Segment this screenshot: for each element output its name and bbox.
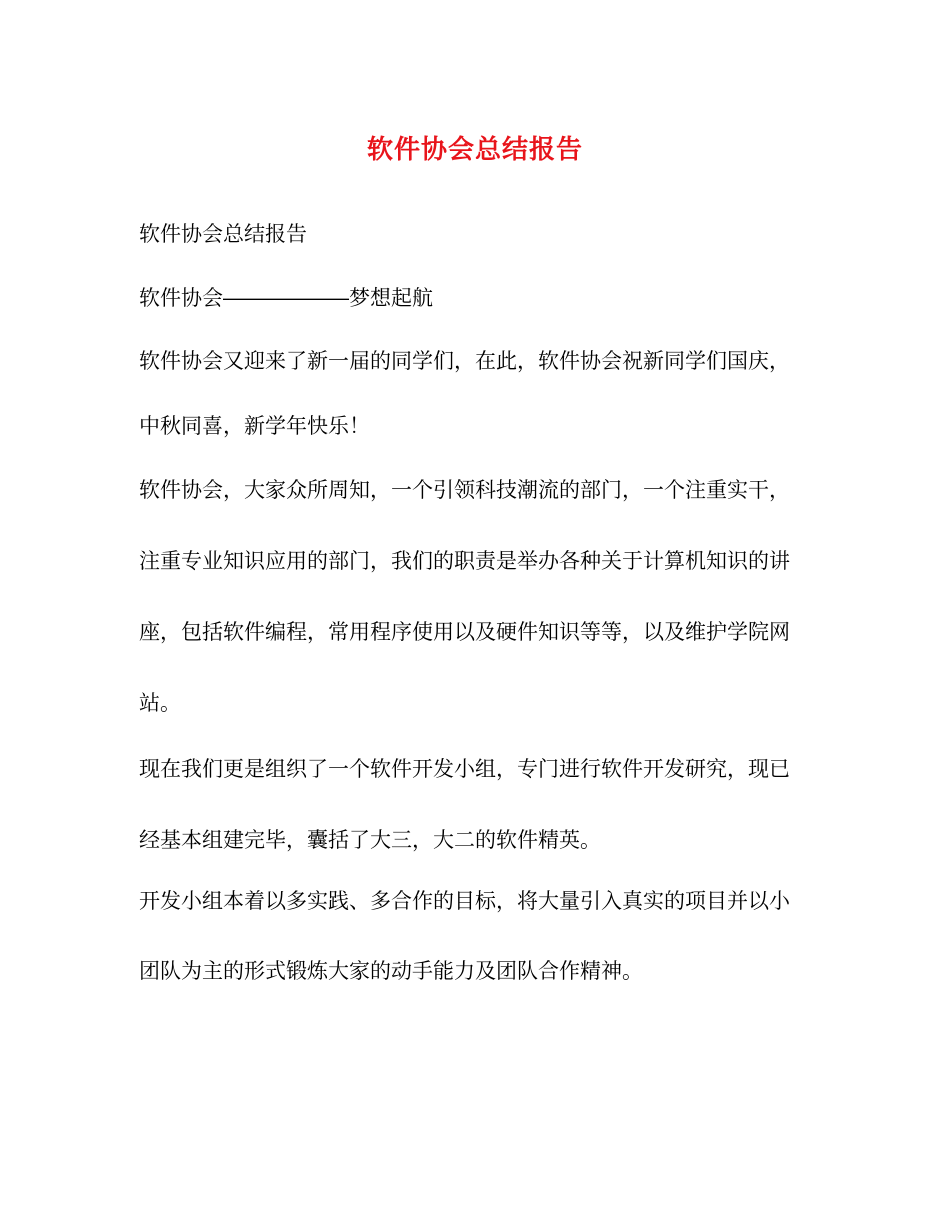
body-line-heading: 软件协会总结报告 (139, 222, 307, 246)
body-line: 注重专业知识应用的部门，我们的职责是举办各种关于计算机知识的讲 (139, 549, 790, 573)
document-title: 软件协会总结报告 (366, 135, 583, 165)
body-line: 座，包括软件编程，常用程序使用以及硬件知识等等，以及维护学院网 (139, 620, 790, 644)
body-line: 开发小组本着以多实践、多合作的目标，将大量引入真实的项目并以小 (139, 889, 790, 913)
body-line: 中秋同喜，新学年快乐！ (139, 414, 370, 438)
body-line: 经基本组建完毕，囊括了大三，大二的软件精英。 (139, 828, 601, 852)
body-line: 软件协会，大家众所周知，一个引领科技潮流的部门，一个注重实干， (139, 478, 790, 502)
body-line: 现在我们更是组织了一个软件开发小组，专门进行软件开发研究，现已 (139, 757, 790, 781)
body-line: 软件协会又迎来了新一届的同学们，在此，软件协会祝新同学们国庆， (139, 349, 790, 373)
body-line-subheading: 软件协会――――――梦想起航 (139, 286, 433, 310)
body-line: 站。 (139, 691, 181, 715)
body-line: 团队为主的形式锻炼大家的动手能力及团队合作精神。 (139, 959, 643, 983)
